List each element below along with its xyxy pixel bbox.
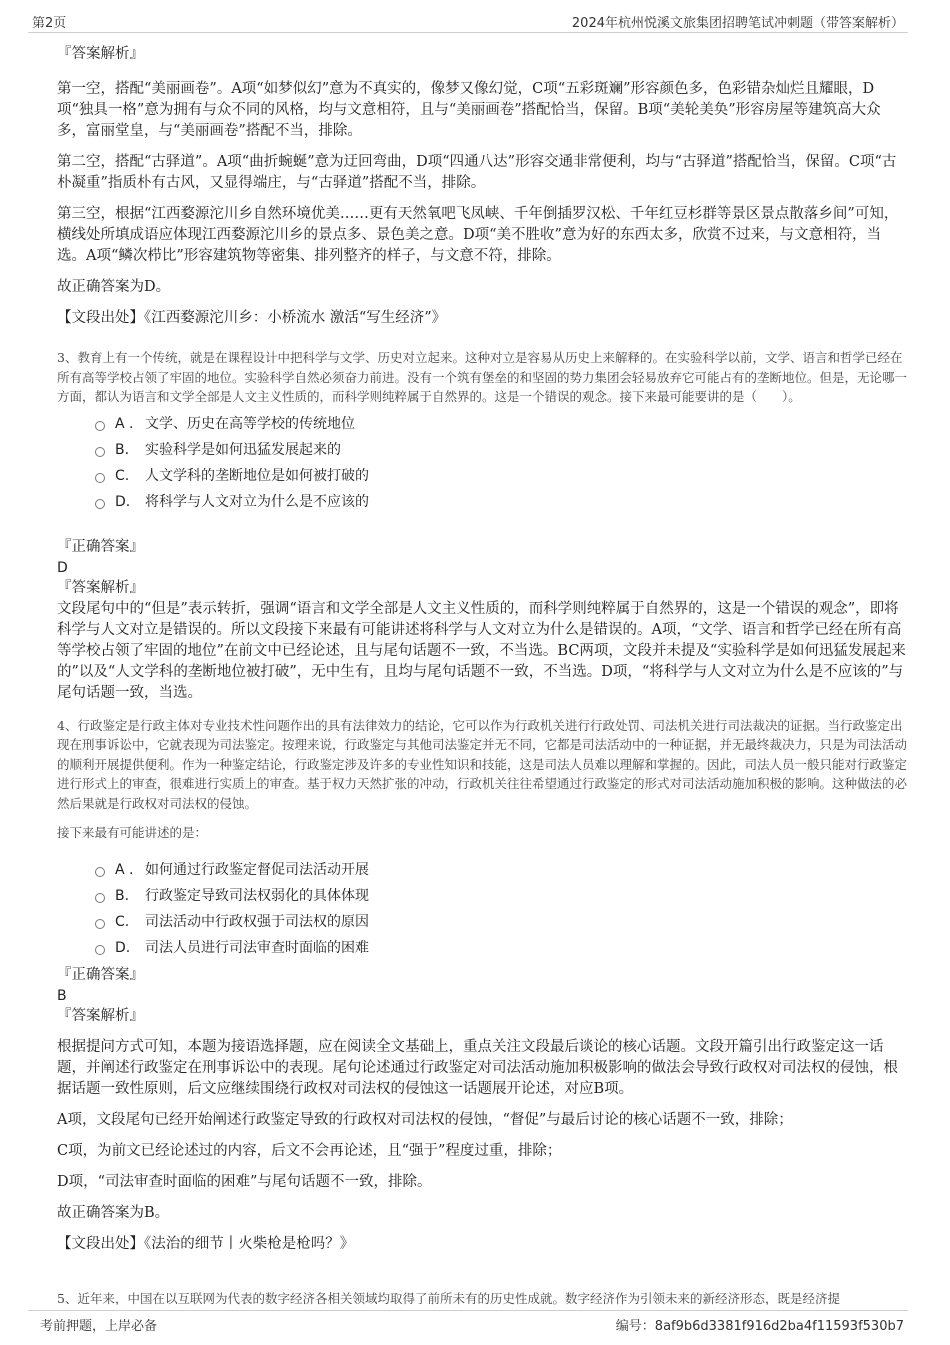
code-value: 8af9b6d3381f916d2ba4f11593f530b7: [654, 1319, 904, 1334]
question-stem: 5、近年来，中国在以互联网为代表的数字经济各相关领域均取得了前所未有的历史性成就。数字经济作为引领未来的新经济形态，既是经济提: [57, 1291, 840, 1305]
source-citation: 【文段出处】《法治的细节丨火柴枪是枪吗？》: [57, 1235, 355, 1252]
analysis-paragraph: 第二空，搭配“古驿道”。A项“曲折蜿蜒”意为迂回弯曲，D项“四通八达”形容交通非常便利，均与“古驿道”搭配恰当，保留。C项“古朴凝重”指质朴有古风，又显得端庄，与“古驿道”搭配不当，排除。: [57, 154, 897, 191]
option-text: 司法活动中行政权强于司法权的原因: [145, 913, 369, 930]
analysis-paragraph: 第三空，根据“江西婺源沱川乡自然环境优美……更有天然氧吧飞凤峡、千年倒插罗汉松、千年红豆杉群等景区景点散落乡间”可知，横线处所填成语应体现江西婺源沱川乡的景点多、景色美之意。D项“美不胜收”意为好的东西太多，欣赏不过来，与文意相符，当选。A项“鳞次栉比”形容建筑物等密集、排列整齐的样子，与文意不符，排除。: [57, 206, 899, 264]
radio-icon[interactable]: [95, 893, 105, 903]
question-stem: 4、行政鉴定是行政主体对专业技术性问题作出的具有法律效力的结论，它可以作为行政机关进行行政处罚、司法机关进行司法裁决的证据。当行政鉴定出现在刑事诉讼中，它就表现为司法鉴定。按理来说，行政鉴定与其他司法鉴定并无不同，它都是司法活动中的一种证据，并无最终裁决力，只是为司法活动的顺利开展提供便利。作为一种鉴定结论，行政鉴定涉及许多的专业性知识和技能，这是司法人员难以理解和掌握的。因此，司法人员一般只能对行政鉴定进行形式上的审查，很难进行实质上的审查。基于权力天然扩张的冲动，行政机关往往希望通过行政鉴定的形式对司法活动施加积极的影响。这种做法的必然后果就是行政权对司法权的侵蚀。: [57, 717, 908, 811]
footer-slogan: 考前押题，上岸必备: [40, 1319, 158, 1334]
option-b[interactable]: [95, 437, 908, 463]
correct-answer: D: [57, 559, 68, 576]
page-number: 第2页: [32, 16, 67, 31]
page-footer: [28, 1310, 908, 1335]
radio-icon[interactable]: [95, 447, 105, 457]
correct-answer: B: [57, 987, 67, 1004]
analysis-conclusion: 故正确答案为B。: [57, 1204, 170, 1221]
option-text: 将科学与人文对立为什么是不应该的: [145, 493, 369, 510]
option-c[interactable]: [95, 909, 908, 935]
radio-icon[interactable]: [95, 473, 105, 483]
option-letter: A .: [115, 415, 134, 432]
option-text: 如何通过行政鉴定督促司法活动开展: [145, 861, 369, 878]
analysis-label: 『答案解析』: [57, 1007, 144, 1024]
question-prompt: 接下来最有可能讲述的是：: [57, 825, 208, 840]
page-header: [28, 10, 908, 33]
option-text: 人文学科的垄断地位是如何被打破的: [145, 467, 369, 484]
radio-icon[interactable]: [95, 919, 105, 929]
option-letter: A .: [115, 861, 134, 878]
document-code: [616, 1315, 904, 1334]
option-d[interactable]: [95, 935, 908, 961]
analysis-paragraph: 根据提问方式可知，本题为接语选择题，应在阅读全文基础上，重点关注文段最后谈论的核心话题。文段开篇引出行政鉴定这一话题，并阐述行政鉴定在刑事诉讼中的表现。尾句论述通过行政鉴定对司法活动施加积极影响的做法会导致行政权对司法权的侵蚀，根据话题一致性原则，后文应继续围绕行政权对司法权的侵蚀这一话题展开论述，对应B项。: [57, 1038, 898, 1097]
option-letter: D.: [115, 493, 131, 510]
page-content: [57, 44, 908, 1255]
option-list: [57, 411, 908, 515]
analysis-paragraph: 文段尾句中的“但是”表示转折，强调“语言和文学全部是人文主义性质的，而科学则纯粹属于自然界的，这是一个错误的观念”，即将科学与人文对立是错误的。所以文段接下来最有可能讲述将科学与人文对立为什么是错误的。A项，“文学、语言和哲学已经在所有高等学校占领了牢固的地位”在前文中已经论述，且与尾句话题不一致，不当选。BC两项，文段并未提及“实验科学是如何迅猛发展起来的”以及“人文学科的垄断地位被打破”，无中生有，且均与尾句话题不一致，不当选。D项，“将科学与人文对立为什么是不应该的”与尾句话题一致，当选。: [57, 600, 906, 701]
document-title: 2024年杭州悦溪文旅集团招聘笔试冲刺题（带答案解析）: [571, 16, 904, 31]
option-letter: C.: [115, 467, 130, 484]
option-a[interactable]: [95, 857, 908, 883]
option-b[interactable]: [95, 883, 908, 909]
analysis-paragraph: D项，“司法审查时面临的困难”与尾句话题不一致，排除。: [57, 1173, 432, 1190]
option-text: 文学、历史在高等学校的传统地位: [145, 415, 355, 432]
option-d[interactable]: [95, 489, 908, 515]
option-letter: B.: [115, 887, 130, 904]
next-question-partial: [57, 1289, 908, 1305]
option-letter: B.: [115, 441, 130, 458]
analysis-paragraph: 第一空，搭配“美丽画卷”。A项“如梦似幻”意为不真实的，像梦又像幻觉，C项“五彩斑斓”形容颜色多，色彩错杂灿烂且耀眼，D项“独具一格”意为拥有与众不同的风格，均与文意相符，且与“美丽画卷”搭配恰当，保留。B项“美轮美奂”形容房屋等建筑高大众多，富丽堂皇，与“美丽画卷”搭配不当，排除。: [57, 81, 881, 139]
radio-icon[interactable]: [95, 867, 105, 877]
option-c[interactable]: [95, 463, 908, 489]
option-list: [57, 857, 908, 961]
option-letter: C.: [115, 913, 130, 930]
option-text: 行政鉴定导致司法权弱化的具体体现: [145, 887, 369, 904]
option-letter: D.: [115, 939, 131, 956]
analysis-paragraph: C项，为前文已经论述过的内容，后文不会再论述，且“强于”程度过重，排除；: [57, 1142, 562, 1159]
question-stem: 3、教育上有一个传统，就是在课程设计中把科学与文学、历史对立起来。这种对立是容易从历史上来解释的。在实验科学以前，文学、语言和哲学已经在所有高等学校占领了牢固的地位。实验科学自然必须奋力前进。没有一个筑有堡垒的和坚固的势力集团会轻易放弃它可能占有的垄断地位。但是，无论哪一方面，都认为语言和文学全部是人文主义性质的，而科学则纯粹属于自然界的。这是一个错误的观念。接下来最可能要讲的是（ ）。: [57, 350, 908, 404]
correct-answer-label: 『正确答案』: [57, 538, 144, 555]
radio-icon[interactable]: [95, 945, 105, 955]
analysis-label: 『答案解析』: [57, 579, 144, 596]
radio-icon[interactable]: [95, 499, 105, 509]
analysis-label: 『答案解析』: [57, 46, 144, 62]
source-citation: 【文段出处】《江西婺源沱川乡：小桥流水 激活“写生经济”》: [57, 310, 447, 326]
analysis-conclusion: 故正确答案为D。: [57, 279, 171, 295]
radio-icon[interactable]: [95, 421, 105, 431]
code-label: 编号：: [615, 1319, 655, 1334]
correct-answer-label: 『正确答案』: [57, 966, 144, 983]
option-text: 实验科学是如何迅猛发展起来的: [145, 441, 341, 458]
option-text: 司法人员进行司法审查时面临的困难: [145, 939, 369, 956]
option-a[interactable]: [95, 411, 908, 437]
analysis-paragraph: A项，文段尾句已经开始阐述行政鉴定导致的行政权对司法权的侵蚀，“督促”与最后讨论的核心话题不一致，排除；: [57, 1111, 793, 1128]
